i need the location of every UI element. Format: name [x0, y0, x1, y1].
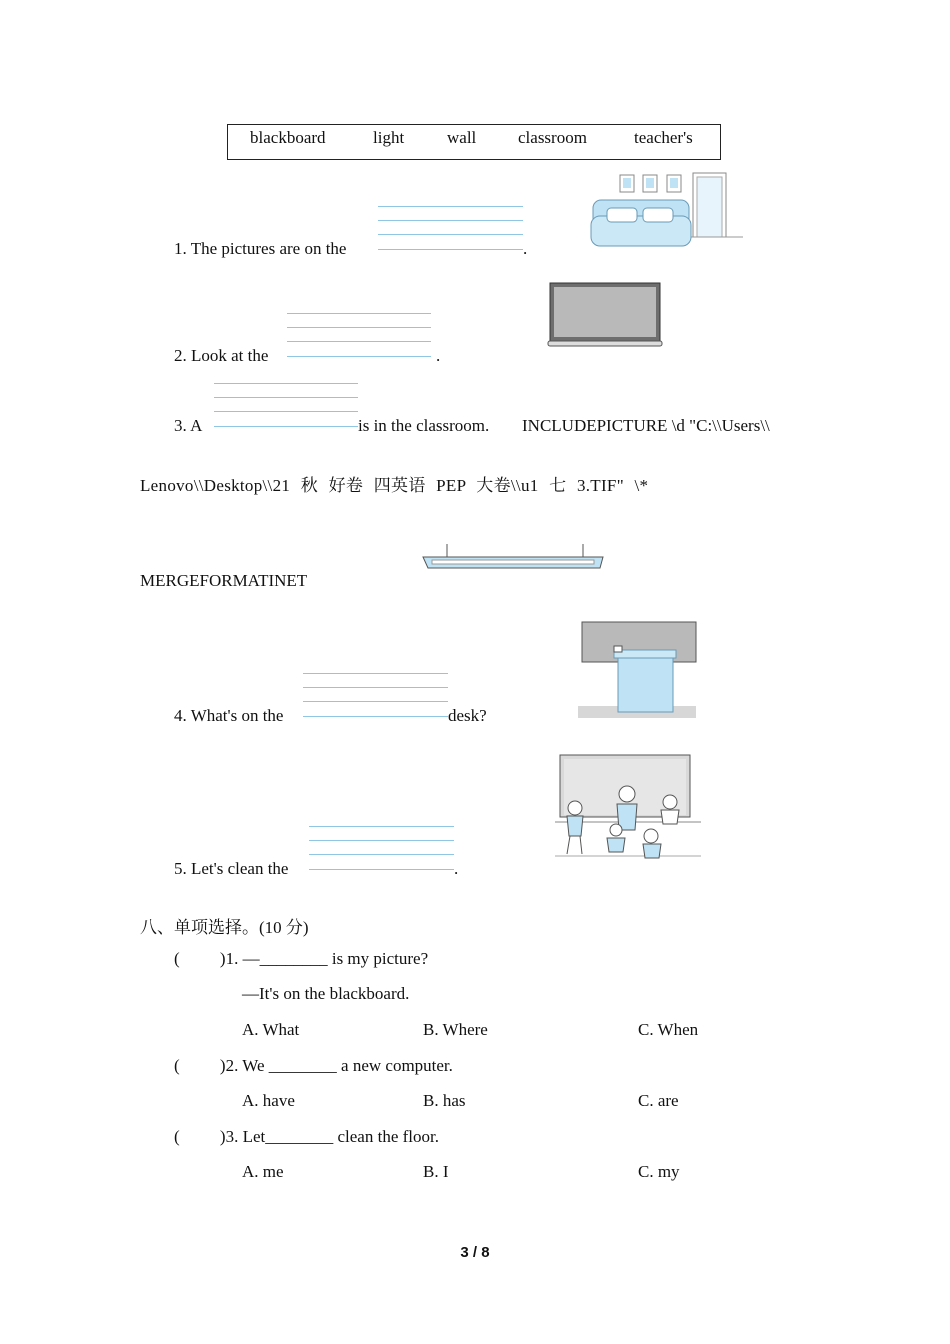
field-code-text: INCLUDEPICTURE \d "C:\\Users\\: [522, 416, 770, 435]
option-c[interactable]: C. my: [638, 1162, 680, 1181]
fill-question-4: 4. What's on the: [174, 706, 284, 725]
section-title: 八、单项选择。(10 分): [140, 918, 309, 937]
sofa-room-picture: [585, 170, 745, 250]
question-3: ( )3. Let________ clean the floor.: [174, 1127, 439, 1146]
option-c[interactable]: C. When: [638, 1020, 699, 1039]
option-b[interactable]: B. I: [423, 1162, 449, 1181]
fill-question-1: 1. The pictures are on the: [174, 239, 347, 258]
field-code-text: Lenovo\\Desktop\\21 秋 好卷 四英语 PEP 大卷\\u1 七 3.TIF" \*: [140, 476, 649, 495]
word-bank-item: wall: [447, 128, 477, 147]
fill-question-2: 2. Look at the: [174, 346, 269, 365]
word-bank-item: blackboard: [250, 128, 326, 147]
question-text: desk?: [448, 706, 487, 725]
answer-blank-2[interactable]: [287, 313, 431, 361]
field-code-text: MERGEFORMATINET: [140, 571, 308, 590]
question-2: ( )2. We ________ a new computer.: [174, 1056, 453, 1075]
option-b[interactable]: B. Where: [423, 1020, 488, 1039]
answer-blank-4[interactable]: [303, 673, 448, 721]
option-b[interactable]: B. has: [423, 1091, 466, 1110]
answer-line: —It's on the blackboard.: [242, 984, 410, 1003]
answer-blank-1[interactable]: [378, 206, 523, 254]
option-a[interactable]: A. me: [242, 1162, 284, 1181]
word-bank: [227, 124, 721, 160]
option-c[interactable]: C. are: [638, 1091, 679, 1110]
children-cleaning-picture: [555, 752, 703, 867]
word-bank-item: classroom: [518, 128, 587, 147]
option-a[interactable]: A. What: [242, 1020, 300, 1039]
punctuation: .: [454, 859, 459, 878]
ceiling-light-picture: [420, 542, 606, 574]
fill-question-5: 5. Let's clean the: [174, 859, 289, 878]
teachers-desk-picture: [576, 620, 698, 720]
answer-paren-open[interactable]: (: [174, 1056, 180, 1075]
fill-question-3: 3. A: [174, 416, 203, 435]
answer-paren-open[interactable]: (: [174, 1127, 180, 1146]
question-1: ( )1. —________ is my picture?: [174, 949, 429, 968]
answer-blank-5[interactable]: [309, 826, 454, 874]
answer-blank-3[interactable]: [214, 383, 358, 431]
punctuation: .: [523, 239, 528, 258]
answer-paren-open[interactable]: (: [174, 949, 180, 968]
word-bank-item: teacher's: [634, 128, 693, 147]
punctuation: .: [436, 346, 441, 365]
word-bank-item: light: [373, 128, 405, 147]
page-number: 3 / 8: [460, 1244, 490, 1261]
question-text: is in the classroom.: [358, 416, 490, 435]
blackboard-picture: [547, 280, 665, 350]
option-a[interactable]: A. have: [242, 1091, 295, 1110]
